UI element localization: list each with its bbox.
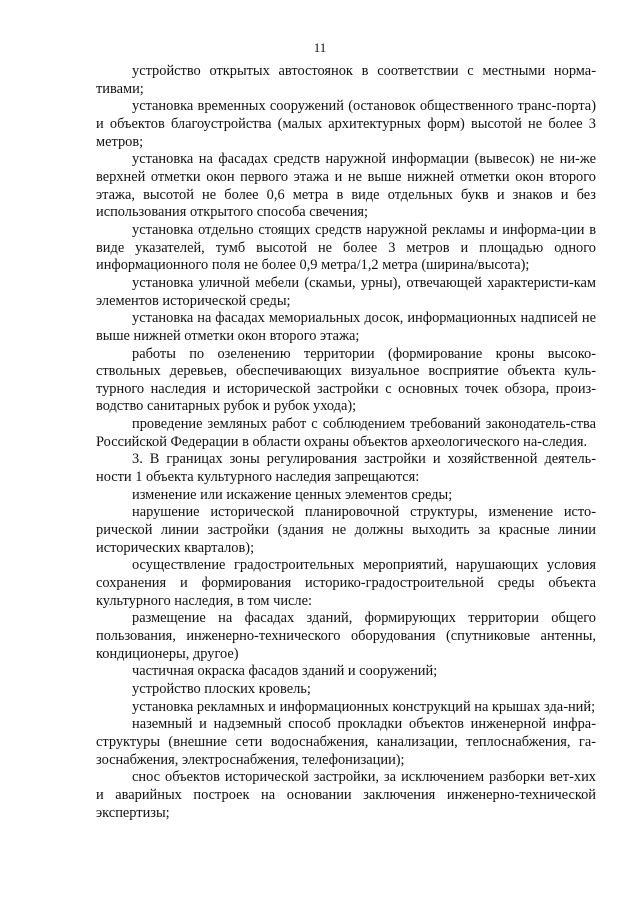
paragraph-open-parking: устройство открытых автостоянок в соответствии с местными норма-тивами; [96,63,596,97]
paragraph-historic-planning: нарушение исторической планировочной структуры, изменение исто-рической линии застройки (здания не должны выходить за красные линии исторических кварталов); [96,504,596,556]
paragraph-facade-equipment: размещение на фасадах зданий, формирующих территории общего пользования, инженерно-технического оборудования (спутниковые антенны, кондиционеры, другое) [96,610,596,662]
paragraph-temporary-structures: установка временных сооружений (остановок общественного транс-порта) и объектов благоустройства (малых архитектурных форм) высотой не более 3 метров; [96,98,596,150]
paragraph-freestanding-advertising: установка отдельно стоящих средств наружной рекламы и информа-ции в виде указателей, тумб высотой не более 3 метров и площадью одного информационного поля не более 0,9 метра/1,2 метра (ширина/высота); [96,221,596,274]
paragraph-flat-roofs: устройство плоских кровель; [132,680,311,697]
paragraph-rooftop-advertising: установка рекламных и информационных конструкций на крышах зда-ний; [132,698,596,715]
page-number: 11 [313,40,327,55]
paragraph-demolition: снос объектов исторической застройки, за исключением разборки вет-хих и аварийных построек на основании заключения инженерно-технической экспертизы; [96,769,596,821]
paragraph-earthworks: проведение земляных работ с соблюдением требований законодатель-ства Российской Федерации в области охраны объектов археологического на-следия. [96,416,596,450]
document-body [96,63,596,822]
paragraph-urban-planning-measures: осуществление градостроительных мероприятий, нарушающих условия сохранения и формирования историко-градостроительной среды объекта культурного наследия, в том числе: [96,557,596,609]
paragraph-zone-prohibitions-heading: 3. В границах зоны регулирования застройки и хозяйственной деятель-ности 1 объекта культурного наследия запрещаются: [96,451,596,486]
paragraph-landscaping: работы по озеленению территории (формирование кроны высоко-ствольных деревьев, обеспечивающих визуальное восприятие объекта куль-турного наследия и исторической застройки с основных точек обзора, произ-водство санитарных рубок и рубок ухода); [96,345,596,415]
paragraph-facade-signage: установка на фасадах средств наружной информации (вывесок) не ни-же верхней отметки окон первого этажа и не выше нижней отметки окон второго этажа, высотой не более 0,6 метра в виде отдельных букв и знаков и без использования открытого способа свечения; [96,151,596,221]
paragraph-street-furniture: установка уличной мебели (скамьи, урны), отвечающей характеристи-кам элементов исторической среды; [96,274,596,309]
paragraph-utility-networks: наземный и надземный способ прокладки объектов инженерной инфра-структуры (внешние сети водоснабжения, канализации, теплоснабжения, га-зоснабжения, электроснабжения, телефонизации); [96,716,596,768]
paragraph-partial-painting: частичная окраска фасадов зданий и сооружений; [132,663,438,680]
paragraph-memorial-plaques: установка на фасадах мемориальных досок, информационных надписей не выше нижней отметки окон второго этажа; [96,310,596,344]
paragraph-valuable-elements: изменение или искажение ценных элементов среды; [132,486,453,503]
